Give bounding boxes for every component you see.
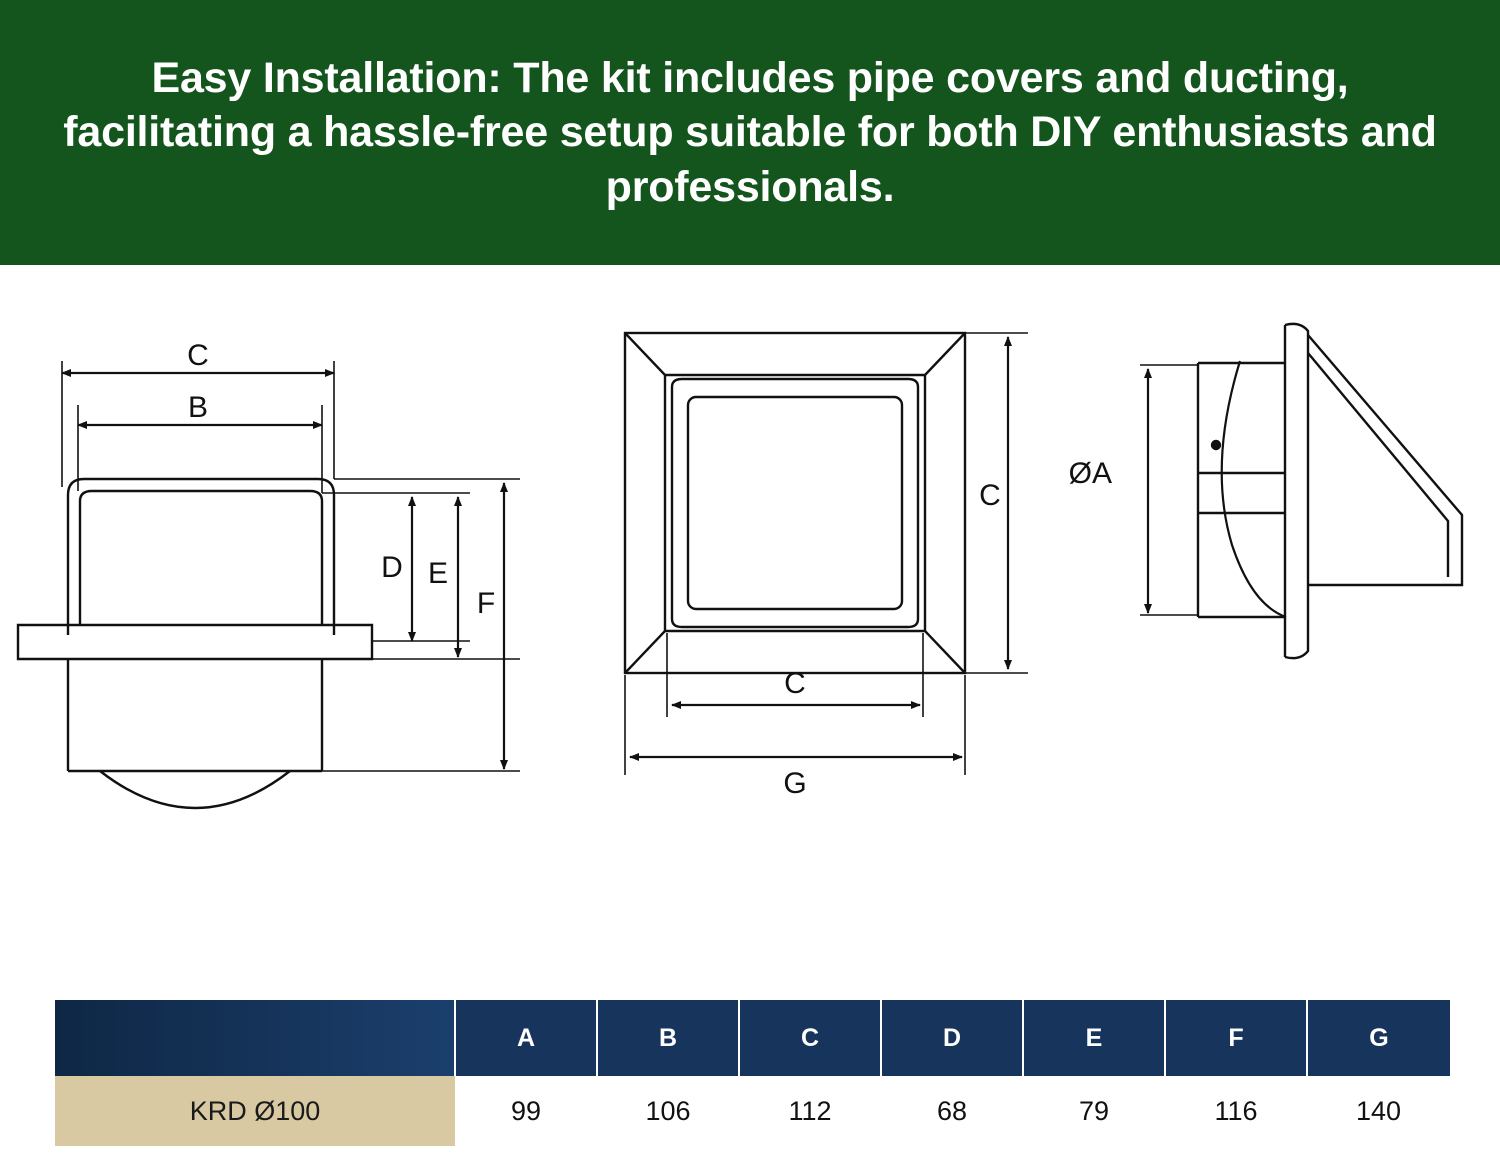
cell-c: 112 (739, 1076, 881, 1146)
cell-g: 140 (1307, 1076, 1450, 1146)
header-cell-d: D (881, 1000, 1023, 1076)
banner-text: Easy Installation: The kit includes pipe covers and ducting, facilitating a hassle-free setup suitable for both DIY enthusiasts and professionals. (63, 53, 1437, 211)
side-section-view (18, 361, 372, 808)
label-g: G (783, 767, 807, 800)
header-cell-g: G (1307, 1000, 1450, 1076)
technical-drawing (0, 265, 1500, 905)
table-header-row (55, 1000, 1450, 1076)
header-cell-a: A (455, 1000, 597, 1076)
header-cell-f: F (1165, 1000, 1307, 1076)
row-label-model: KRD Ø100 (55, 1076, 455, 1146)
table-row (55, 1076, 1450, 1146)
label-b: B (187, 391, 209, 424)
header-cell-b: B (597, 1000, 739, 1076)
cell-d: 68 (881, 1076, 1023, 1146)
cell-f: 116 (1165, 1076, 1307, 1146)
cell-e: 79 (1023, 1076, 1165, 1146)
label-d: D (381, 551, 403, 584)
header-cell-c: C (739, 1000, 881, 1076)
promo-banner (0, 0, 1500, 265)
front-view (625, 333, 965, 673)
spec-table (55, 1000, 1450, 1146)
label-c-right: C (979, 479, 1001, 512)
cell-a: 99 (455, 1076, 597, 1146)
drawing-svg (0, 265, 1500, 905)
spec-table-wrapper (55, 1000, 1450, 1146)
header-cell-blank (55, 1000, 455, 1076)
cell-b: 106 (597, 1076, 739, 1146)
header-cell-e: E (1023, 1000, 1165, 1076)
label-c-bottom: C (784, 667, 806, 700)
label-f: F (476, 587, 496, 620)
label-diameter-a: ØA (1068, 457, 1112, 490)
label-e: E (427, 557, 449, 590)
side-profile-view (1198, 324, 1462, 658)
label-c-top: C (187, 339, 209, 372)
